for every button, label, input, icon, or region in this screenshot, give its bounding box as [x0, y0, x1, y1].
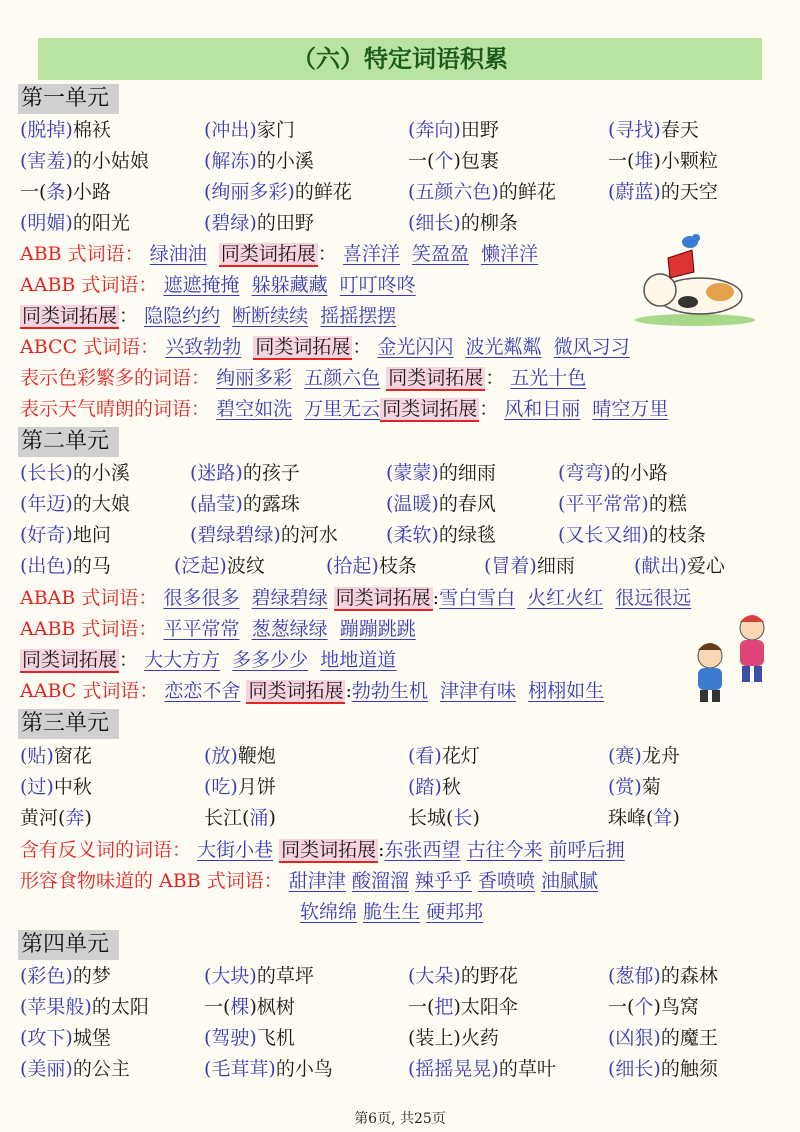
word: 火药: [460, 1027, 499, 1049]
word: 的小路: [610, 462, 668, 484]
extension-tag: 同类词拓展: [382, 398, 478, 420]
word: 月饼: [237, 776, 276, 798]
word: (年迈): [20, 493, 73, 515]
aabb-row: [20, 271, 416, 299]
word: 飞机: [256, 1027, 295, 1049]
unit-1-heading: 第一单元: [18, 84, 119, 114]
word: 香喷喷: [477, 870, 535, 892]
word: 遮遮掩掩: [163, 274, 240, 296]
word: 的小姑娘: [72, 150, 149, 172]
word: 隐隐约约: [144, 305, 221, 327]
extension-tag: 同类词拓展: [220, 243, 316, 265]
word: (蒙蒙): [386, 462, 439, 484]
word: 雪白雪白: [439, 587, 516, 609]
abcc-row: ABCC 式词语： 兴致勃勃 同类词拓展 ： 金光闪闪 波光粼粼 微风习习: [20, 336, 630, 358]
word: (过): [20, 776, 54, 798]
word: 波纹: [226, 555, 265, 577]
word: 城堡: [72, 1027, 111, 1049]
word: 中秋: [53, 776, 92, 798]
word: 笑盈盈: [412, 243, 470, 265]
word: 一(: [408, 150, 435, 172]
word: (大块): [204, 965, 257, 987]
category-label: 含有反义词的词语：: [20, 839, 192, 861]
word: (细长): [608, 1058, 661, 1080]
word: 菊: [641, 776, 661, 798]
word: 恋恋不舍: [164, 680, 241, 702]
word: )小颗粒: [653, 150, 718, 172]
word: 蹦蹦跳跳: [339, 618, 416, 640]
word: 涌: [249, 807, 269, 829]
word: 断断续续: [232, 305, 309, 327]
word: )鸟窝: [653, 996, 699, 1018]
word: 的细雨: [438, 462, 496, 484]
word: 勃勃生机: [351, 680, 428, 702]
word: 花灯: [441, 745, 480, 767]
word: (害羞): [20, 150, 73, 172]
word: 风和日丽: [504, 398, 581, 420]
word: 一(: [608, 996, 635, 1018]
word: (葱郁): [608, 965, 661, 987]
word: (毛茸茸): [204, 1058, 276, 1080]
word: 个: [434, 150, 454, 172]
word: 长江(: [204, 807, 250, 829]
word: 个: [634, 996, 654, 1018]
word: 绚丽多彩: [216, 367, 293, 389]
category-label: AABC 式词语：: [20, 680, 159, 702]
word: 的大娘: [72, 493, 130, 515]
word: 的公主: [72, 1058, 130, 1080]
word: (寻找): [608, 119, 661, 141]
word: 很多很多: [163, 587, 240, 609]
category-label: AABB 式词语：: [20, 618, 158, 640]
word: 火红火红: [527, 587, 604, 609]
word: (平平常常): [558, 493, 649, 515]
word: ): [268, 807, 276, 829]
extension-tag: 同类词拓展: [388, 367, 484, 389]
word: 把: [434, 996, 454, 1018]
word: 的小溪: [256, 150, 314, 172]
word: (贴): [20, 745, 54, 767]
word: 的鲜花: [498, 181, 556, 203]
word: 古往今来: [466, 839, 543, 861]
word: (碧绿碧绿): [190, 524, 281, 546]
word: 的太阳: [91, 996, 149, 1018]
word: (柔软): [386, 524, 439, 546]
word: 细雨: [536, 555, 575, 577]
unit-3-heading: 第三单元: [18, 709, 119, 739]
word: (温暖): [386, 493, 439, 515]
word: 的田野: [256, 212, 314, 234]
word: 懒洋洋: [481, 243, 539, 265]
word: 的野花: [460, 965, 518, 987]
word: 油腻腻: [541, 870, 599, 892]
word: (又长又细): [558, 524, 649, 546]
word: 的春风: [438, 493, 496, 515]
word: 秋: [441, 776, 461, 798]
word: (献出): [634, 555, 687, 577]
extension-tag: 同类词拓展: [22, 305, 118, 327]
word: 奔: [65, 807, 85, 829]
children-illustration: [680, 612, 780, 704]
word: (好奇): [20, 524, 73, 546]
word: (明媚): [20, 212, 73, 234]
word: (脱掉): [20, 119, 73, 141]
word: (泛起): [174, 555, 227, 577]
word: (绚丽多彩): [204, 181, 295, 203]
word: 大街小巷: [197, 839, 274, 861]
word: 一(: [608, 150, 635, 172]
unit-4-heading: 第四单元: [18, 930, 119, 960]
word: 脆生生: [363, 901, 421, 923]
extension-tag: 同类词拓展: [281, 839, 377, 861]
word: 的森林: [660, 965, 718, 987]
word: 条: [46, 181, 66, 203]
word: 兴致勃勃: [165, 336, 242, 358]
word: 的河水: [280, 524, 338, 546]
word: 酸溜溜: [351, 870, 409, 892]
word: 平平常常: [163, 618, 240, 640]
word: )枫树: [249, 996, 295, 1018]
category-label: 形容食物味道的 ABB 式词语：: [20, 870, 283, 892]
word: 微风习习: [553, 336, 630, 358]
page-title: （六）特定词语积累: [38, 38, 762, 80]
aabb-row-2: [20, 615, 416, 643]
category-label: AABB 式词语：: [20, 274, 158, 296]
antonym-row: 含有反义词的词语： 大街小巷 同类词拓展 :东张西望 古往今来 前呼后拥: [20, 839, 625, 861]
extension-tag: 同类词拓展: [335, 587, 431, 609]
extension-tag: 同类词拓展: [255, 336, 351, 358]
word: 一(: [20, 181, 47, 203]
word: (摇摇晃晃): [408, 1058, 499, 1080]
category-label: ABB 式词语：: [20, 243, 144, 265]
word: 碧空如洗: [216, 398, 293, 420]
word: 一(: [204, 996, 231, 1018]
word: )小路: [65, 181, 111, 203]
word: 长: [453, 807, 473, 829]
word: 东张西望: [384, 839, 461, 861]
word: 的枝条: [648, 524, 706, 546]
word: (驾驶): [204, 1027, 257, 1049]
word: 的阳光: [72, 212, 130, 234]
word: 五光十色: [510, 367, 587, 389]
word: 葱葱绿绿: [251, 618, 328, 640]
extension-row-2: 同类词拓展 ： 大大方方 多多少少 地地道道: [22, 649, 397, 671]
word: ): [672, 807, 680, 829]
word: 软绵绵: [300, 901, 358, 923]
word: (五颜六色): [408, 181, 499, 203]
word: 的柳条: [460, 212, 518, 234]
category-label: ABAB 式词语：: [20, 587, 158, 609]
word: (攻下): [20, 1027, 73, 1049]
word: (弯弯): [558, 462, 611, 484]
word: 碧绿碧绿: [251, 587, 328, 609]
category-label: ABCC 式词语：: [20, 336, 160, 358]
word: 硬邦邦: [426, 901, 484, 923]
word: 躲躲藏藏: [251, 274, 328, 296]
word: 的小溪: [72, 462, 130, 484]
word: (奔向): [408, 119, 461, 141]
word: 的马: [72, 555, 111, 577]
word: 棉袄: [72, 119, 111, 141]
word: 栩栩如生: [528, 680, 605, 702]
extension-tag: 同类词拓展: [22, 649, 118, 671]
word: (迷路): [190, 462, 243, 484]
word: (看): [408, 745, 442, 767]
word: (冒着): [484, 555, 537, 577]
aabc-row: AABC 式词语： 恋恋不舍 同类词拓展 :勃勃生机 津津有味 栩栩如生: [20, 680, 605, 702]
abab-row: ABAB 式词语： 很多很多 碧绿碧绿 同类词拓展 :雪白雪白 火红火红 很远很远: [20, 587, 692, 609]
sky-row: 表示天气晴朗的词语： 碧空如洗 万里无云 同类词拓展 ： 风和日丽 晴空万里: [20, 398, 669, 420]
word: 的露珠: [242, 493, 300, 515]
word: )包裹: [453, 150, 499, 172]
word: (晶莹): [190, 493, 243, 515]
word: 的绿毯: [438, 524, 496, 546]
word: (凶狠): [608, 1027, 661, 1049]
word: 万里无云: [304, 398, 381, 420]
word: 窗花: [53, 745, 92, 767]
word: 耸: [653, 807, 673, 829]
word: 田野: [460, 119, 499, 141]
word: 家门: [256, 119, 295, 141]
word: 的草叶: [498, 1058, 556, 1080]
word: (吃): [204, 776, 238, 798]
word: (放): [204, 745, 238, 767]
word: (赛): [608, 745, 642, 767]
word: 摇摇摆摆: [320, 305, 397, 327]
word: 多多少少: [232, 649, 309, 671]
dog-reading-illustration: [630, 228, 760, 328]
abb-row: ABB 式词语： 绿油油 同类词拓展 ： 喜洋洋 笑盈盈 懒洋洋: [20, 243, 539, 265]
word: 波光粼粼: [465, 336, 542, 358]
word: (长长): [20, 462, 73, 484]
page-footer: 第6页, 共25页: [354, 1111, 446, 1127]
word: 前呼后拥: [548, 839, 625, 861]
word: 堆: [634, 150, 654, 172]
word: 的梦: [72, 965, 111, 987]
word: 黄河(: [20, 807, 66, 829]
word: 的魔王: [660, 1027, 718, 1049]
word: 的小鸟: [275, 1058, 333, 1080]
word: (冲出): [204, 119, 257, 141]
word: (解冻): [204, 150, 257, 172]
extension-row: 同类词拓展 ： 隐隐约约 断断续续 摇摇摆摆: [22, 305, 397, 327]
word: 的鲜花: [294, 181, 352, 203]
word: 爱心: [686, 555, 725, 577]
word: 五颜六色: [304, 367, 381, 389]
food-row-cont: [300, 898, 483, 926]
word: )太阳伞: [453, 996, 518, 1018]
unit-2-heading: 第二单元: [18, 427, 119, 457]
word: (踏): [408, 776, 442, 798]
word: 的糕: [648, 493, 687, 515]
extension-tag: 同类词拓展: [248, 680, 344, 702]
category-label: 表示天气晴朗的词语：: [20, 398, 211, 420]
word: 龙舟: [641, 745, 680, 767]
word: (彩色): [20, 965, 73, 987]
food-row: [20, 867, 598, 895]
word: 的天空: [660, 181, 718, 203]
word: 大大方方: [144, 649, 221, 671]
word: (碧绿): [204, 212, 257, 234]
color-row: 表示色彩繁多的词语： 绚丽多彩 五颜六色 同类词拓展 ： 五光十色: [20, 367, 587, 389]
word: 长城(: [408, 807, 454, 829]
word: 甜津津: [288, 870, 346, 892]
word: 的草坪: [256, 965, 314, 987]
word: 叮叮咚咚: [339, 274, 416, 296]
word: (拾起): [326, 555, 379, 577]
category-label: 表示色彩繁多的词语：: [20, 367, 211, 389]
word: 很远很远: [615, 587, 692, 609]
word: (装上): [408, 1027, 461, 1049]
word: 春天: [660, 119, 699, 141]
word: (细长): [408, 212, 461, 234]
word: 津津有味: [439, 680, 516, 702]
word: (苹果般): [20, 996, 92, 1018]
word: 绿油油: [149, 243, 207, 265]
word: 棵: [230, 996, 250, 1018]
word: 的孩子: [242, 462, 300, 484]
word: (出色): [20, 555, 73, 577]
word: 喜洋洋: [342, 243, 400, 265]
word: (大朵): [408, 965, 461, 987]
word: 一(: [408, 996, 435, 1018]
word: 珠峰(: [608, 807, 654, 829]
word: 辣乎乎: [414, 870, 472, 892]
word: 金光闪闪: [377, 336, 454, 358]
word: ): [84, 807, 92, 829]
word: 地地道道: [320, 649, 397, 671]
word: 地问: [72, 524, 111, 546]
word: 晴空万里: [592, 398, 669, 420]
word: 鞭炮: [237, 745, 276, 767]
word: 的触须: [660, 1058, 718, 1080]
word: (蔚蓝): [608, 181, 661, 203]
word: (赏): [608, 776, 642, 798]
word: 枝条: [378, 555, 417, 577]
word: ): [472, 807, 480, 829]
word: (美丽): [20, 1058, 73, 1080]
